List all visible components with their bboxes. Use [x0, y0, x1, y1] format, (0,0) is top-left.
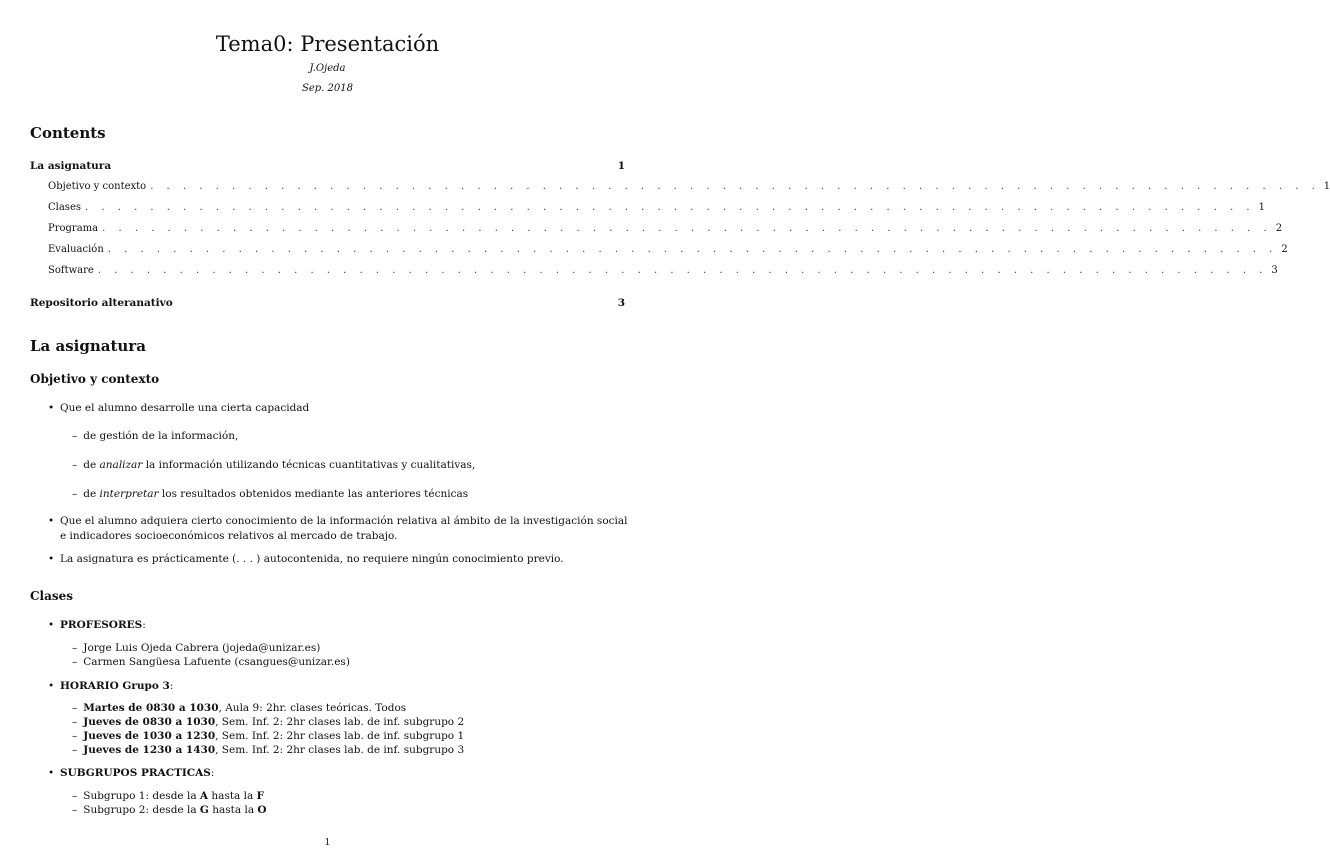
toc-label: Clases — [48, 202, 81, 213]
toc-page: 1 — [1323, 181, 1330, 192]
subsection-heading-objetivo: Objetivo y contexto — [30, 372, 160, 386]
toc-page: 1 — [617, 160, 625, 172]
toc-label: Software — [48, 265, 94, 276]
contents-heading: Contents — [30, 124, 106, 142]
dash-icon: – — [72, 744, 78, 756]
bullet-icon: • — [48, 515, 55, 527]
toc-label: La asignatura — [30, 160, 112, 172]
toc-label: Programa — [48, 223, 99, 234]
bullet-icon: • — [48, 767, 55, 779]
toc-entry-repositorio[interactable] — [30, 297, 625, 309]
sub-list-item: – Jorge Luis Ojeda Cabrera (jojeda@unizar.es) — [72, 642, 321, 654]
toc-entry-objetivo[interactable] — [48, 181, 1330, 192]
toc-page: 3 — [617, 297, 625, 309]
sub-list-item: – Subgrupo 1: desde la A hasta la F — [72, 790, 265, 802]
subsection-heading-clases: Clases — [30, 589, 74, 603]
bullet-icon: • — [48, 402, 55, 414]
dash-icon: – — [72, 804, 78, 816]
dash-icon: – — [72, 488, 78, 500]
sub-list-item: – de analizar la información utilizando técnicas cuantitativas y cualitativas, — [72, 459, 476, 471]
document-author: J.Ojeda — [309, 63, 346, 74]
toc-entry-software[interactable] — [48, 265, 1278, 276]
sub-list-item: – Carmen Sangüesa Lafuente (csangues@unizar.es) — [72, 656, 350, 668]
dash-icon: – — [72, 702, 78, 714]
toc-leader: . . . . . . . . . . . . . . . . . . . . . . . . . . . . . . . . . . . . . . . . . . . . . . . . . . . . . . . . . . . . . . . . . . . . . . . . — [97, 265, 1268, 276]
dash-icon: – — [72, 459, 78, 471]
sub-list-item: – de interpretar los resultados obtenidos mediante las anteriores técnicas — [72, 488, 469, 500]
bullet-icon: • — [48, 619, 55, 631]
document-page: Tema0: Presentación J.Ojeda Sep. 2018 Contents La asignatura 1 Objetivo y contexto . . . . . . . . . . . . . . . . . . . . . . . . . . . . . . . . . . . . . . . . . . . . . . . . . . . . . . . . . . . . . . . . . . . . . . . . 1 Clases . . . . . . . . . . . . . . . . . . . . . . . . . . . . . . . . . . . . . . . . . . . . . . . . . . . . . . . . . . . . . . . . . . . . . . . . 1 Programa . . . . . . . . . . . . . . . . . . . . . . . . . . . . . . . . . . . . . . . . . . . . . . . . . . . . . . . . . . . . . . . . . . . . . . . . 2 Evaluación . . . . . . . . . . . . . . . . . . . . . . . . . . . . . . . . . . . . . . . . . . . . . . . . . . . . . . . . . . . . . . . . . . . . . . . . 2 Software . . . . . . . . . . . . . . . . . . . . . . . . . . . . . . . . . . . . . . . . . . . . . . . . . . . . . . . . . . . . . . . . . . . . . . . . 3 Repositorio alteranativo 3 La asignatura Objetivo y contexto • Que el alumno desarrolle una cierta capacidad – de gestión de la información, – de analizar la información utilizando técnicas cuantitativas y cualitativas, – de interpretar los resultados obtenidos mediante las anteriores técnicas • Que el alumno adquiera cierto conocimiento de la información relativa al ámbito de la investigación social e indicadores socioeconómicos relativos al mercado de trabajo. • La asignatura es prácticamente (. . . ) autocontenida, no requiere ningún conocimiento previo. Clases • PROFESORES: – Jorge Luis Ojeda Cabrera (jojeda@unizar.es) – Carmen Sangüesa Lafuente (csangues@unizar.es) • HORARIO Grupo 3: – Martes de 0830 a 1030, Aula 9: 2hr. clases teóricas. Todos – Jueves de 0830 a 1030, Sem. Inf. 2: 2hr clases lab. de inf. subgrupo 2 – Jueves de 1030 a 1230, Sem. Inf. 2: 2hr clases lab. de inf. subgrupo 1 – Jueves de 1230 a 1430, Sem. Inf. 2: 2hr clases lab. de inf. subgrupo 3 • SUBGRUPOS PRACTICAS: – Subgrupo 1: desde la A hasta la F – Subgrupo 2: desde la G hasta la O 1 — [0, 0, 655, 848]
dash-icon: – — [72, 790, 78, 802]
sub-list-item: – Jueves de 1230 a 1430, Sem. Inf. 2: 2hr clases lab. de inf. subgrupo 3 — [72, 744, 465, 756]
sub-list-item: – Martes de 0830 a 1030, Aula 9: 2hr. clases teóricas. Todos — [72, 702, 407, 714]
toc-leader: . . . . . . . . . . . . . . . . . . . . . . . . . . . . . . . . . . . . . . . . . . . . . . . . . . . . . . . . . . . . . . . . . . . . . . . . — [102, 223, 1272, 234]
toc-leader: . . . . . . . . . . . . . . . . . . . . . . . . . . . . . . . . . . . . . . . . . . . . . . . . . . . . . . . . . . . . . . . . . . . . . . . . — [150, 181, 1320, 192]
toc-label: Evaluación — [48, 244, 104, 255]
toc-page: 2 — [1275, 223, 1283, 234]
toc-leader: . . . . . . . . . . . . . . . . . . . . . . . . . . . . . . . . . . . . . . . . . . . . . . . . . . . . . . . . . . . . . . . . . . . . . . . . — [107, 244, 1278, 255]
toc-entry-la-asignatura[interactable] — [30, 160, 625, 172]
toc-entry-programa[interactable] — [48, 223, 1283, 234]
toc-page: 3 — [1271, 265, 1278, 276]
bullet-icon: • — [48, 553, 55, 565]
document-date: Sep. 2018 — [302, 83, 353, 94]
toc-label: Objetivo y contexto — [48, 181, 147, 192]
dash-icon: – — [72, 716, 78, 728]
toc-page: 2 — [1281, 244, 1288, 255]
dash-icon: – — [72, 730, 78, 742]
sub-list-item: – Subgrupo 2: desde la G hasta la O — [72, 804, 267, 816]
page-number: 1 — [324, 838, 331, 848]
toc-entry-clases[interactable] — [48, 202, 1265, 213]
sub-list-item: – Jueves de 0830 a 1030, Sem. Inf. 2: 2hr clases lab. de inf. subgrupo 2 — [72, 716, 465, 728]
dash-icon: – — [72, 430, 78, 442]
toc-label: Repositorio alteranativo — [30, 297, 173, 309]
bullet-icon: • — [48, 680, 55, 692]
document-title: Tema0: Presentación — [215, 32, 440, 56]
dash-icon: – — [72, 656, 78, 668]
sub-list-item: – Jueves de 1030 a 1230, Sem. Inf. 2: 2hr clases lab. de inf. subgrupo 1 — [72, 730, 465, 742]
toc-entry-evaluacion[interactable] — [48, 244, 1288, 255]
dash-icon: – — [72, 642, 78, 654]
toc-leader: . . . . . . . . . . . . . . . . . . . . . . . . . . . . . . . . . . . . . . . . . . . . . . . . . . . . . . . . . . . . . . . . . . . . . . . . — [85, 202, 1255, 213]
section-heading: La asignatura — [30, 337, 146, 355]
toc-page: 1 — [1258, 202, 1265, 213]
sub-list-item: – de gestión de la información, — [72, 430, 239, 442]
